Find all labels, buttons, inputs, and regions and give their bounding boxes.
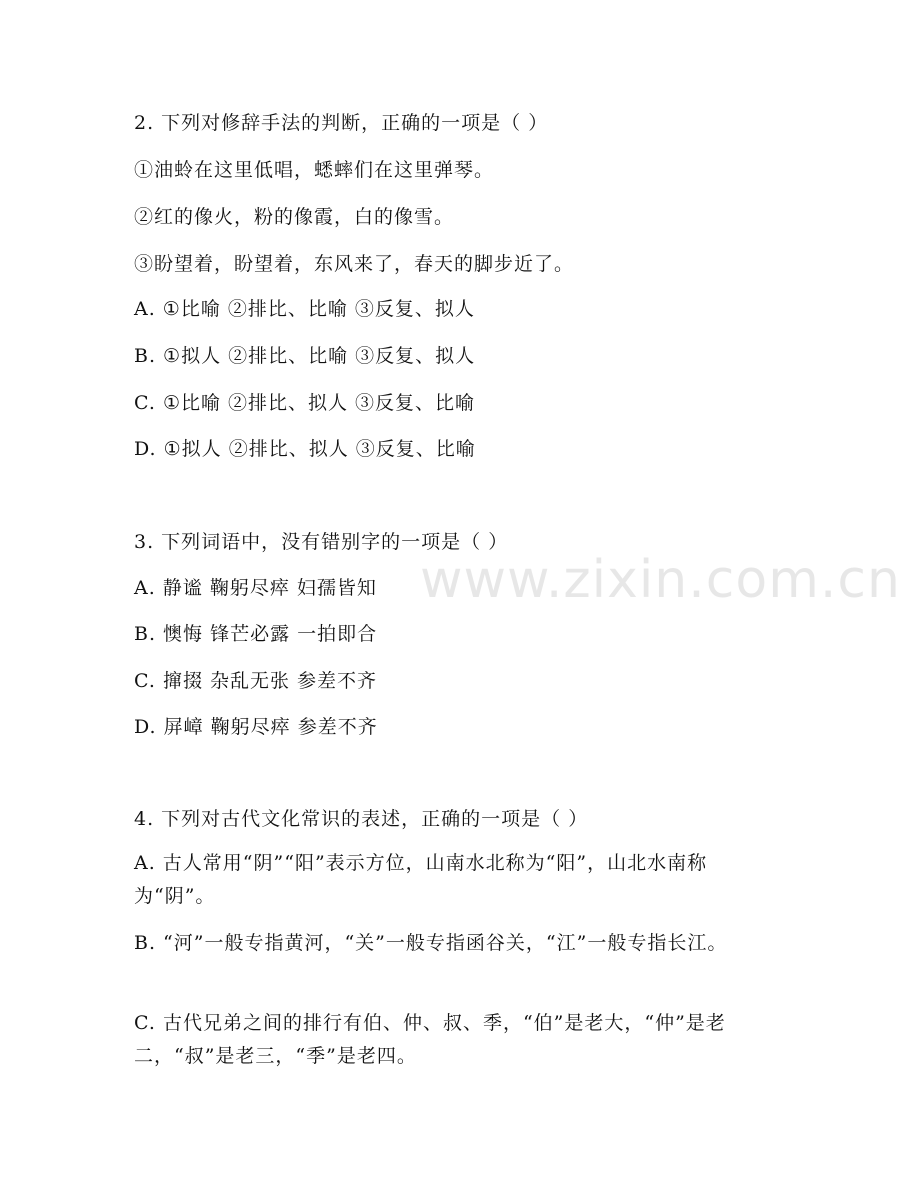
question-3-option-b: B. 懊悔 锋芒必露 一拍即合: [134, 623, 378, 645]
question-2-stem: 2. 下列对修辞手法的判断，正确的一项是（ ）: [134, 112, 549, 134]
question-3-option-d: D. 屏嶂 鞠躬尽瘁 参差不齐: [134, 716, 378, 738]
question-2-sentence-2: ②红的像火，粉的像霞，白的像雪。: [134, 206, 455, 228]
question-4-option-a: A. 古人常用“阴”“阳”表示方位，山南水北称为“阳”，山北水南称为“阴”。: [134, 852, 708, 907]
question-2-sentence-1: ①油蛉在这里低唱，蟋蟀们在这里弹琴。: [134, 159, 495, 181]
question-2-option-d: D. ①拟人 ②排比、拟人 ③反复、比喻: [134, 438, 476, 460]
question-4-option-c: C. 古代兄弟之间的排行有伯、仲、叔、季，“伯”是老大，“仲”是老二，“叔”是老三，“季”是老四。: [134, 1012, 726, 1067]
question-2-sentence-3: ③盼望着，盼望着，东风来了，春天的脚步近了。: [134, 253, 575, 275]
question-3-stem: 3. 下列词语中，没有错别字的一项是（ ）: [134, 531, 509, 553]
question-2-option-b: B. ①拟人 ②排比、比喻 ③反复、拟人: [134, 345, 476, 367]
question-4-option-b: B. “河”一般专指黄河，“关”一般专指函谷关，“江”一般专指长江。: [134, 932, 728, 954]
question-3-option-c: C. 撺掇 杂乱无张 参差不齐: [134, 670, 378, 692]
question-4-stem: 4. 下列对古代文化常识的表述，正确的一项是（ ）: [134, 808, 589, 830]
question-2-option-c: C. ①比喻 ②排比、拟人 ③反复、比喻: [134, 392, 476, 414]
question-2-option-a: A. ①比喻 ②排比、比喻 ③反复、拟人: [134, 298, 475, 320]
watermark: www.zixin.com.cn: [420, 550, 901, 610]
question-3-option-a: A. 静谧 鞠躬尽瘁 妇孺皆知: [134, 577, 377, 599]
